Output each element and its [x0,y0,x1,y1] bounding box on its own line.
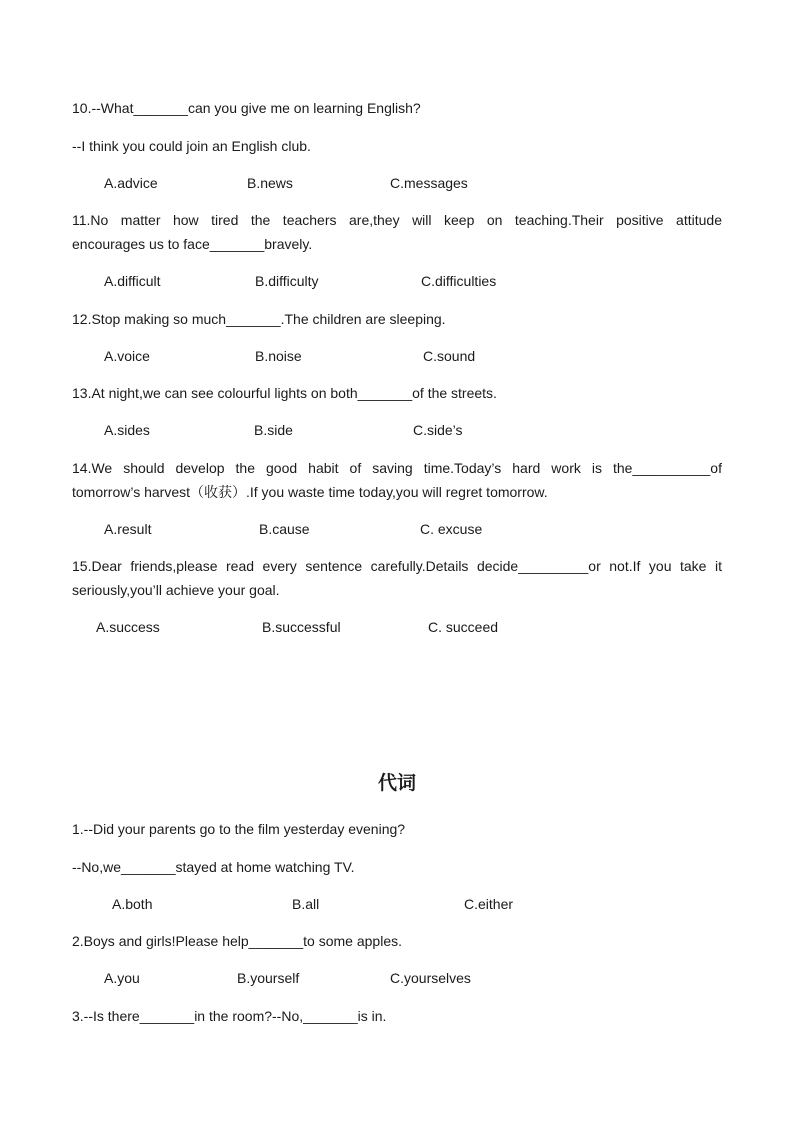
q12-option-a: A.voice [104,348,150,364]
q14-option-c: C. excuse [420,521,483,537]
p2-stem: 2.Boys and girls!Please help_______to some apples. [72,933,402,949]
q10-stem: 10.--What_______can you give me on learning English? [72,100,421,116]
q13-stem: 13.At night,we can see colourful lights on both_______of the streets. [72,385,497,401]
q11-option-b: B.difficulty [255,273,319,289]
q14-option-b: B.cause [259,521,310,537]
q10-option-a: A.advice [104,175,158,191]
section-title-pronouns: 代词 [377,772,416,794]
q15-option-a: A.success [96,619,160,635]
p2-option-b: B.yourself [237,970,300,986]
q15-stem-line1: 15.Dear friends,please read every sentence carefully.Details decide_________or not.If you take it [72,558,722,574]
q11-option-a: A.difficult [104,273,161,289]
p1-stem: 1.--Did your parents go to the film yesterday evening? [72,821,406,837]
q10-option-b: B.news [247,175,293,191]
q14-option-a: A.result [104,521,152,537]
q12-stem: 12.Stop making so much_______.The children are sleeping. [72,311,446,327]
q12-option-b: B.noise [255,348,302,364]
q13-option-b: B.side [254,422,293,438]
q15-option-c: C. succeed [428,619,499,635]
p2-option-a: A.you [104,970,140,986]
p1-reply: --No,we_______stayed at home watching TV. [72,859,355,875]
p1-option-c: C.either [464,896,514,912]
q10-reply: --I think you could join an English club. [72,138,311,154]
q11-stem-line1: 11.No matter how tired the teachers are,they will keep on teaching.Their positive attitude [72,212,722,228]
p1-option-a: A.both [112,896,153,912]
p1-option-b: B.all [292,896,320,912]
q11-stem-line2: encourages us to face_______bravely. [72,236,313,252]
q12-option-c: C.sound [423,348,476,364]
q10-option-c: C.messages [390,175,468,191]
q15-option-b: B.successful [262,619,341,635]
q14-stem-line1: 14.We should develop the good habit of saving time.Today’s hard work is the__________of [72,460,722,476]
q11-option-c: C.difficulties [421,273,497,289]
p2-option-c: C.yourselves [390,970,471,986]
p3-stem: 3.--Is there_______in the room?--No,_______is in. [72,1008,387,1024]
q14-stem-line2: tomorrow’s harvest（收获）.If you waste time today,you will regret tomorrow. [72,484,548,500]
q15-stem-line2: seriously,you’ll achieve your goal. [72,582,280,598]
q13-option-a: A.sides [104,422,150,438]
q13-option-c: C.side’s [413,422,463,438]
